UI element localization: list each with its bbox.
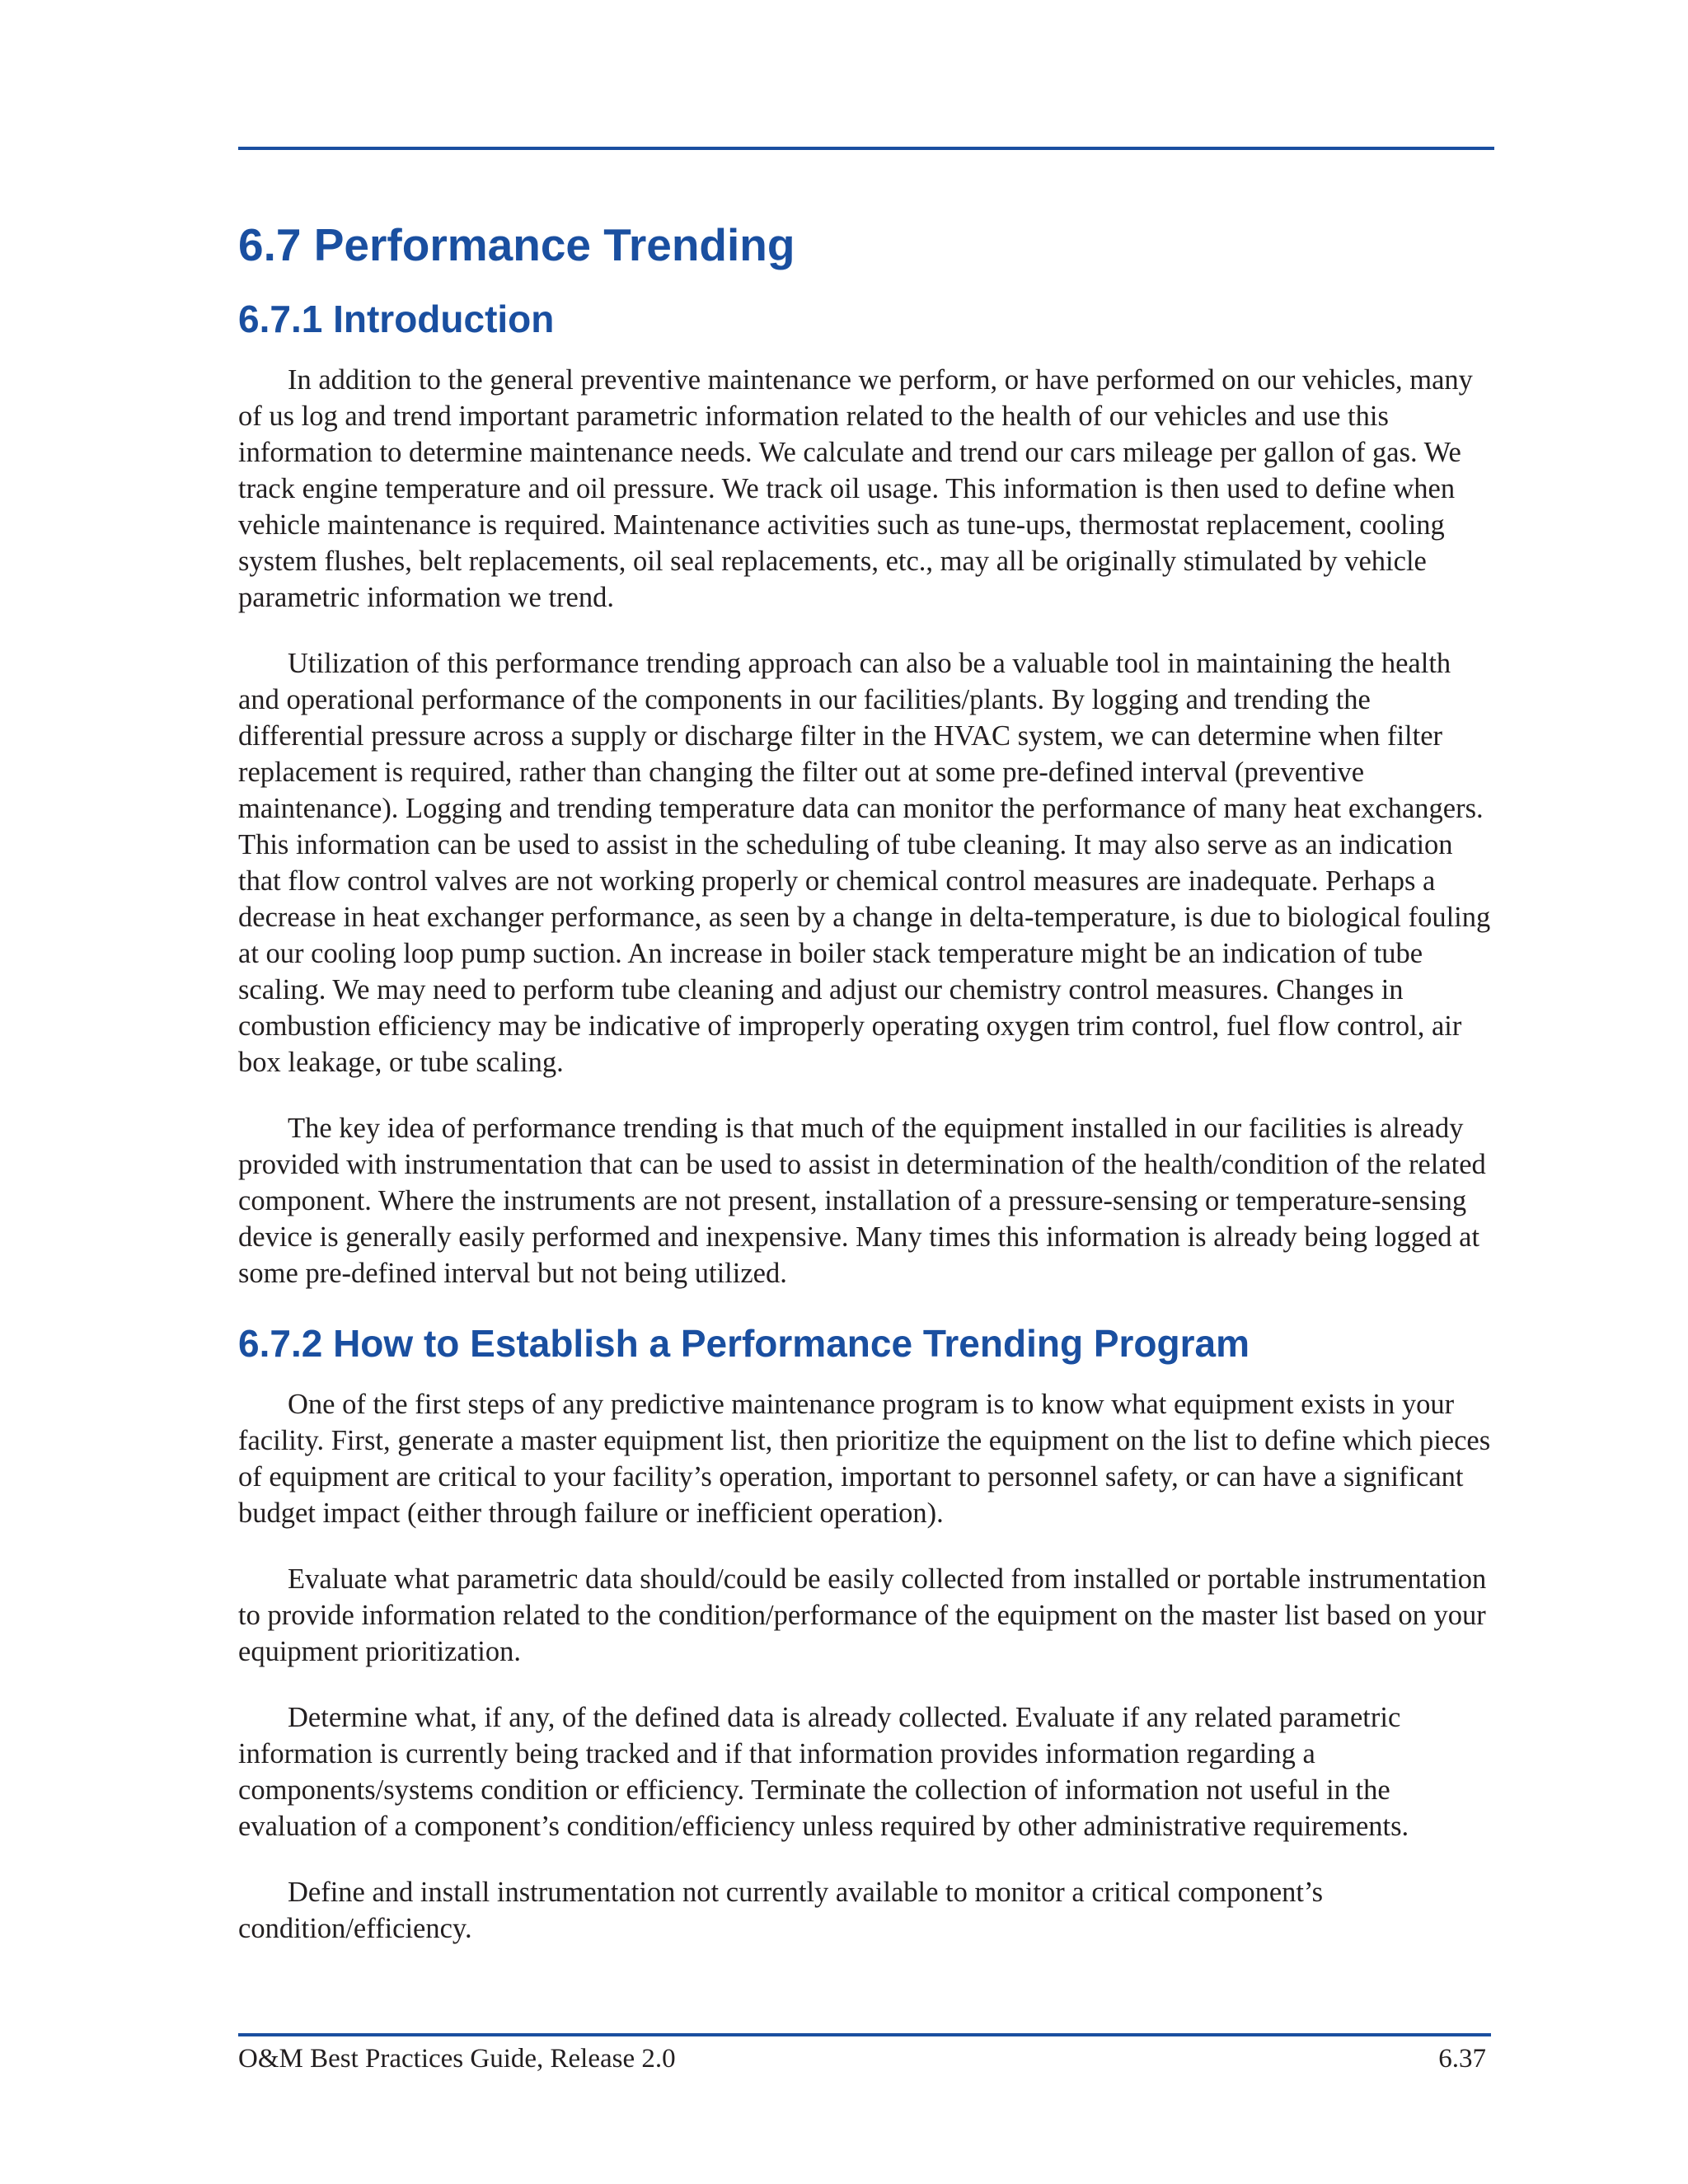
program-paragraph-1: One of the first steps of any predictive maintenance program is to know what equipment exists in your facility. First, generate a master equipment list, then prioritize the equipment on the list to define which pieces of equipment are critical to your facility’s operation, important to personnel safety, or can have a significant budget impact (either through failure or inefficient operation). (238, 1389, 1491, 1530)
main-content (238, 206, 1494, 1976)
footer-rule (238, 2033, 1491, 2036)
program-heading: 6.7.2 How to Establish a Performance Trending Program (238, 1322, 1250, 1366)
section-title: 6.7 Performance Trending (238, 219, 795, 270)
program-paragraph-4: Define and install instrumentation not currently available to monitor a critical component’s condition/efficiency. (238, 1877, 1324, 1945)
header-rule (238, 147, 1494, 150)
intro-paragraph-3: The key idea of performance trending is that much of the equipment installed in our facilities is already provided with instrumentation that can be used to assist in determination of the health/condition of the related component. Where the instruments are not present, installation of a pressure-sensing or temperature-sensing device is generally easily performed and inexpensive. Many times this information is already being logged at some pre-defined interval but not being utilized. (238, 1113, 1486, 1290)
introduction-heading: 6.7.1 Introduction (238, 298, 555, 340)
footer-page-number: 6.37 (1438, 2044, 1486, 2074)
program-paragraph-2: Evaluate what parametric data should/could be easily collected from installed or portable instrumentation to provide information related to the condition/performance of the equipment on the master list based on your equipment prioritization. (238, 1563, 1487, 1668)
program-paragraph-3: Determine what, if any, of the defined data is already collected. Evaluate if any related parametric information is currently being tracked and if that information provides information regarding a components/systems condition or efficiency. Terminate the collection of information not useful in the evaluation of a component’s condition/efficiency unless required by other administrative requirements. (238, 1702, 1409, 1843)
footer-guide-title: O&M Best Practices Guide, Release 2.0 (238, 2044, 676, 2074)
intro-paragraph-2: Utilization of this performance trending approach can also be a valuable tool in maintaining the health and operational performance of the components in our facilities/plants. By logging and trending the differential pressure across a supply or discharge filter in the HVAC system, we can determine when filter replacement is required, rather than changing the filter out at some pre-defined interval (preventive maintenance). Logging and trending temperature data can monitor the performance of many heat exchangers. This information can be used to assist in the scheduling of tube cleaning. It may also serve as an indication that flow control valves are not working properly or chemical control measures are inadequate. Perhaps a decrease in heat exchanger performance, as seen by a change in delta-temperature, is due to biological fouling at our cooling loop pump suction. An increase in boiler stack temperature might be an indication of tube scaling. We may need to perform tube cleaning and adjust our chemistry control measures. Changes in combustion efficiency may be indicative of improperly operating oxygen trim control, fuel flow control, air box leakage, or tube scaling. (238, 648, 1491, 1079)
intro-paragraph-1: In addition to the general preventive maintenance we perform, or have performed on our vehicles, many of us log and trend important parametric information related to the health of our vehicles and use this information to determine maintenance needs. We calculate and trend our cars mileage per gallon of gas. We track engine temperature and oil pressure. We track oil usage. This information is then used to define when vehicle maintenance is required. Maintenance activities such as tune-ups, thermostat replacement, cooling system flushes, belt replacements, oil seal replacements, etc., may all be originally stimulated by vehicle parametric information we trend. (238, 364, 1473, 614)
